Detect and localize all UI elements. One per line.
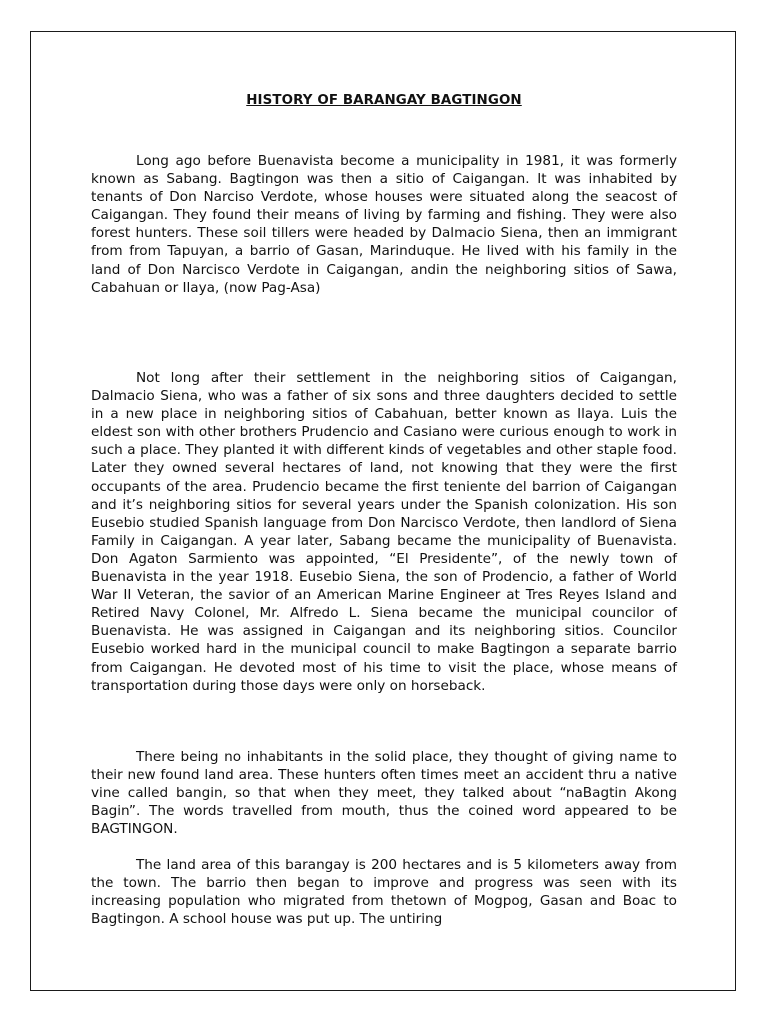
paragraph-land-area: The land area of this barangay is 200 hectares and is 5 kilometers away from the town. The barrio then began to improve and progress was seen with its increasing population who migrated from thetown of Mogpog, Gasan and Boac to Bagtingon. A school house was put up. The untiring: [91, 857, 677, 928]
paragraph-settlement: Not long after their settlement in the neighboring sitios of Caigangan, Dalmacio Siena, who was a father of six sons and three daughters decided to settle in a new place in neighboring sitios of Cabahuan, better known as Ilaya. Luis the eldest son with other brothers Prudencio and Casiano were curious enough to work in such a place. They planted it with different kinds of vegetables and other staple food. Later they owned several hectares of land, not knowing that they were the first occupants of the area. Prudencio became the first teniente del barrion of Caigangan and it’s neighboring sitios for several years under the Spanish colonization. His son Eusebio studied Spanish language from Don Narcisco Verdote, then landlord of Siena Family in Caigangan. A year later, Sabang became the municipality of Buenavista. Don Agaton Sarmiento was appointed, “El Presidente”, of the newly town of Buenavista in the year 1918. Eusebio Siena, the son of Prodencio, a father of World War II Veteran, the savior of an American Marine Engineer at Tres Reyes Island and Retired Navy Colonel, Mr. Alfredo L. Siena became the municipal councilor of Buenavista. He was assigned in Caigangan and its neighboring sitios. Councilor Eusebio worked hard in the municipal council to make Bagtingon a separate barrio from Caigangan. He devoted most of his time to visit the place, whose means of transportation during those days were only on horseback.: [91, 370, 677, 694]
paragraph-origin: Long ago before Buenavista become a municipality in 1981, it was formerly known as Sabang. Bagtingon was then a sitio of Caigangan. It was inhabited by tenants of Don Narciso Verdote, whose houses were situated along the seacost of Caigangan. They found their means of living by farming and fishing. They were also forest hunters. These soil tillers were headed by Dalmacio Siena, then an immigrant from from Tapuyan, a barrio of Gasan, Marinduque. He lived with his family in the land of Don Narcisco Verdote in Caigangan, andin the neighboring sitios of Sawa, Cabahuan or Ilaya, (now Pag-Asa): [91, 153, 677, 296]
paragraph-naming: There being no inhabitants in the solid place, they thought of giving name to their new found land area. These hunters often times meet an accident thru a native vine called bangin, so that when they meet, they talked about “naBagtin Akong Bagin”. The words travelled from mouth, thus the coined word appeared to be BAGTINGON.: [91, 749, 677, 838]
document-title: HISTORY OF BARANGAY BAGTINGON: [246, 93, 522, 108]
